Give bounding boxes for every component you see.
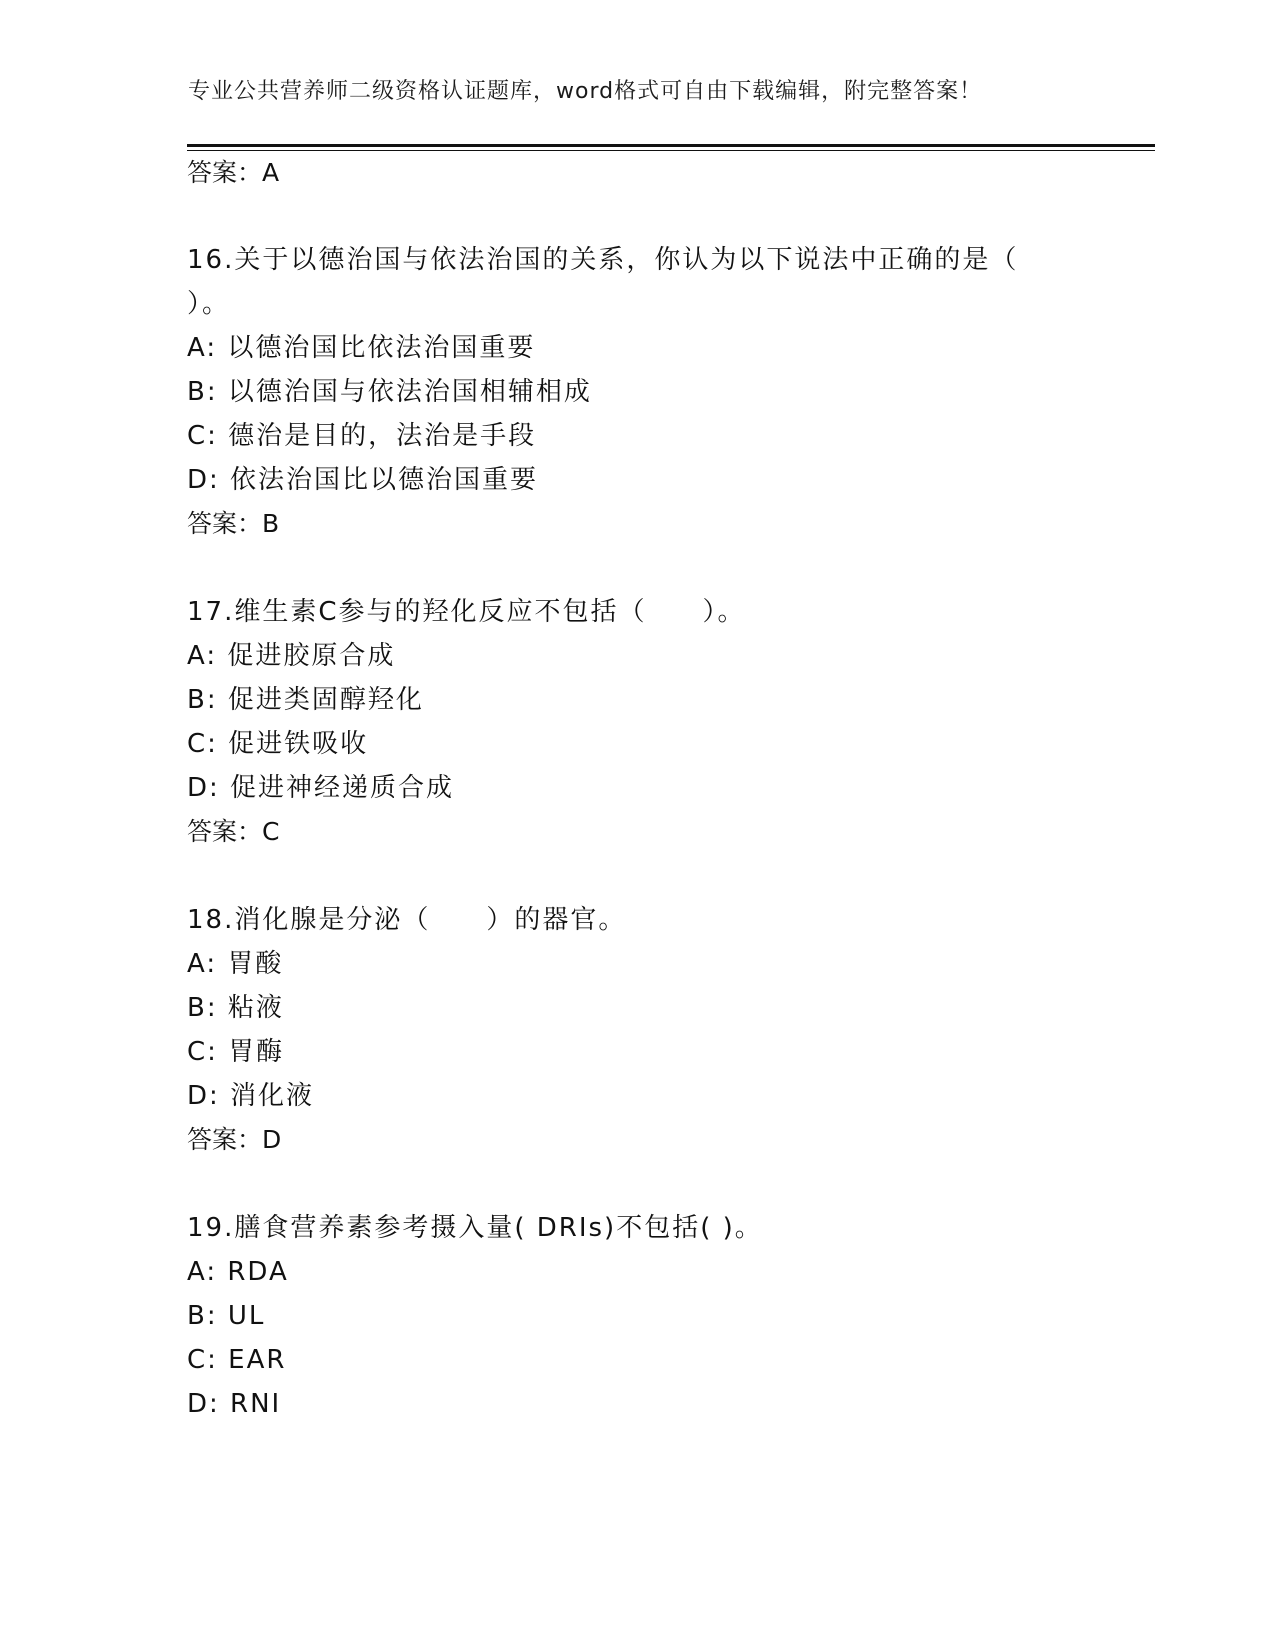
question-18-stem: 18.消化腺是分泌（ ）的器官。 bbox=[187, 905, 627, 935]
question-19-option-a: A: RDA bbox=[187, 1257, 289, 1287]
header-rule-thin bbox=[187, 150, 1155, 151]
question-18-option-b: B: 粘液 bbox=[187, 993, 284, 1023]
question-16-option-b: B: 以德治国与依法治国相辅相成 bbox=[187, 377, 592, 407]
question-16-answer: 答案：B bbox=[187, 509, 280, 538]
question-16-option-a: A: 以德治国比依法治国重要 bbox=[187, 333, 536, 363]
question-18-option-d: D: 消化液 bbox=[187, 1081, 315, 1111]
question-16-option-d: D: 依法治国比以德治国重要 bbox=[187, 465, 539, 495]
question-16-stem-cont: ）。 bbox=[187, 289, 231, 319]
question-16-stem: 16.关于以德治国与依法治国的关系，你认为以下说法中正确的是（ bbox=[187, 245, 1019, 275]
question-17-answer: 答案：C bbox=[187, 817, 280, 846]
question-17-stem: 17.维生素C参与的羟化反应不包括（ ）。 bbox=[187, 597, 746, 627]
page-header: 专业公共营养师二级资格认证题库，word格式可自由下载编辑，附完整答案！ bbox=[188, 79, 983, 104]
question-18-answer: 答案：D bbox=[187, 1125, 282, 1154]
question-17-option-d: D: 促进神经递质合成 bbox=[187, 773, 455, 803]
question-17-option-b: B: 促进类固醇羟化 bbox=[187, 685, 424, 715]
header-rule bbox=[187, 144, 1155, 147]
question-17-option-c: C: 促进铁吸收 bbox=[187, 729, 369, 759]
question-18-option-c: C: 胃酶 bbox=[187, 1037, 285, 1067]
question-17-option-a: A: 促进胶原合成 bbox=[187, 641, 396, 671]
question-19-option-c: C: EAR bbox=[187, 1345, 287, 1375]
question-18-option-a: A: 胃酸 bbox=[187, 949, 284, 979]
question-19-option-b: B: UL bbox=[187, 1301, 266, 1331]
answer-15: 答案：A bbox=[187, 158, 280, 187]
question-19-option-d: D: RNI bbox=[187, 1389, 282, 1419]
question-19-stem: 19.膳食营养素参考摄入量( DRIs)不包括( )。 bbox=[187, 1213, 763, 1243]
question-16-option-c: C: 德治是目的，法治是手段 bbox=[187, 421, 537, 451]
